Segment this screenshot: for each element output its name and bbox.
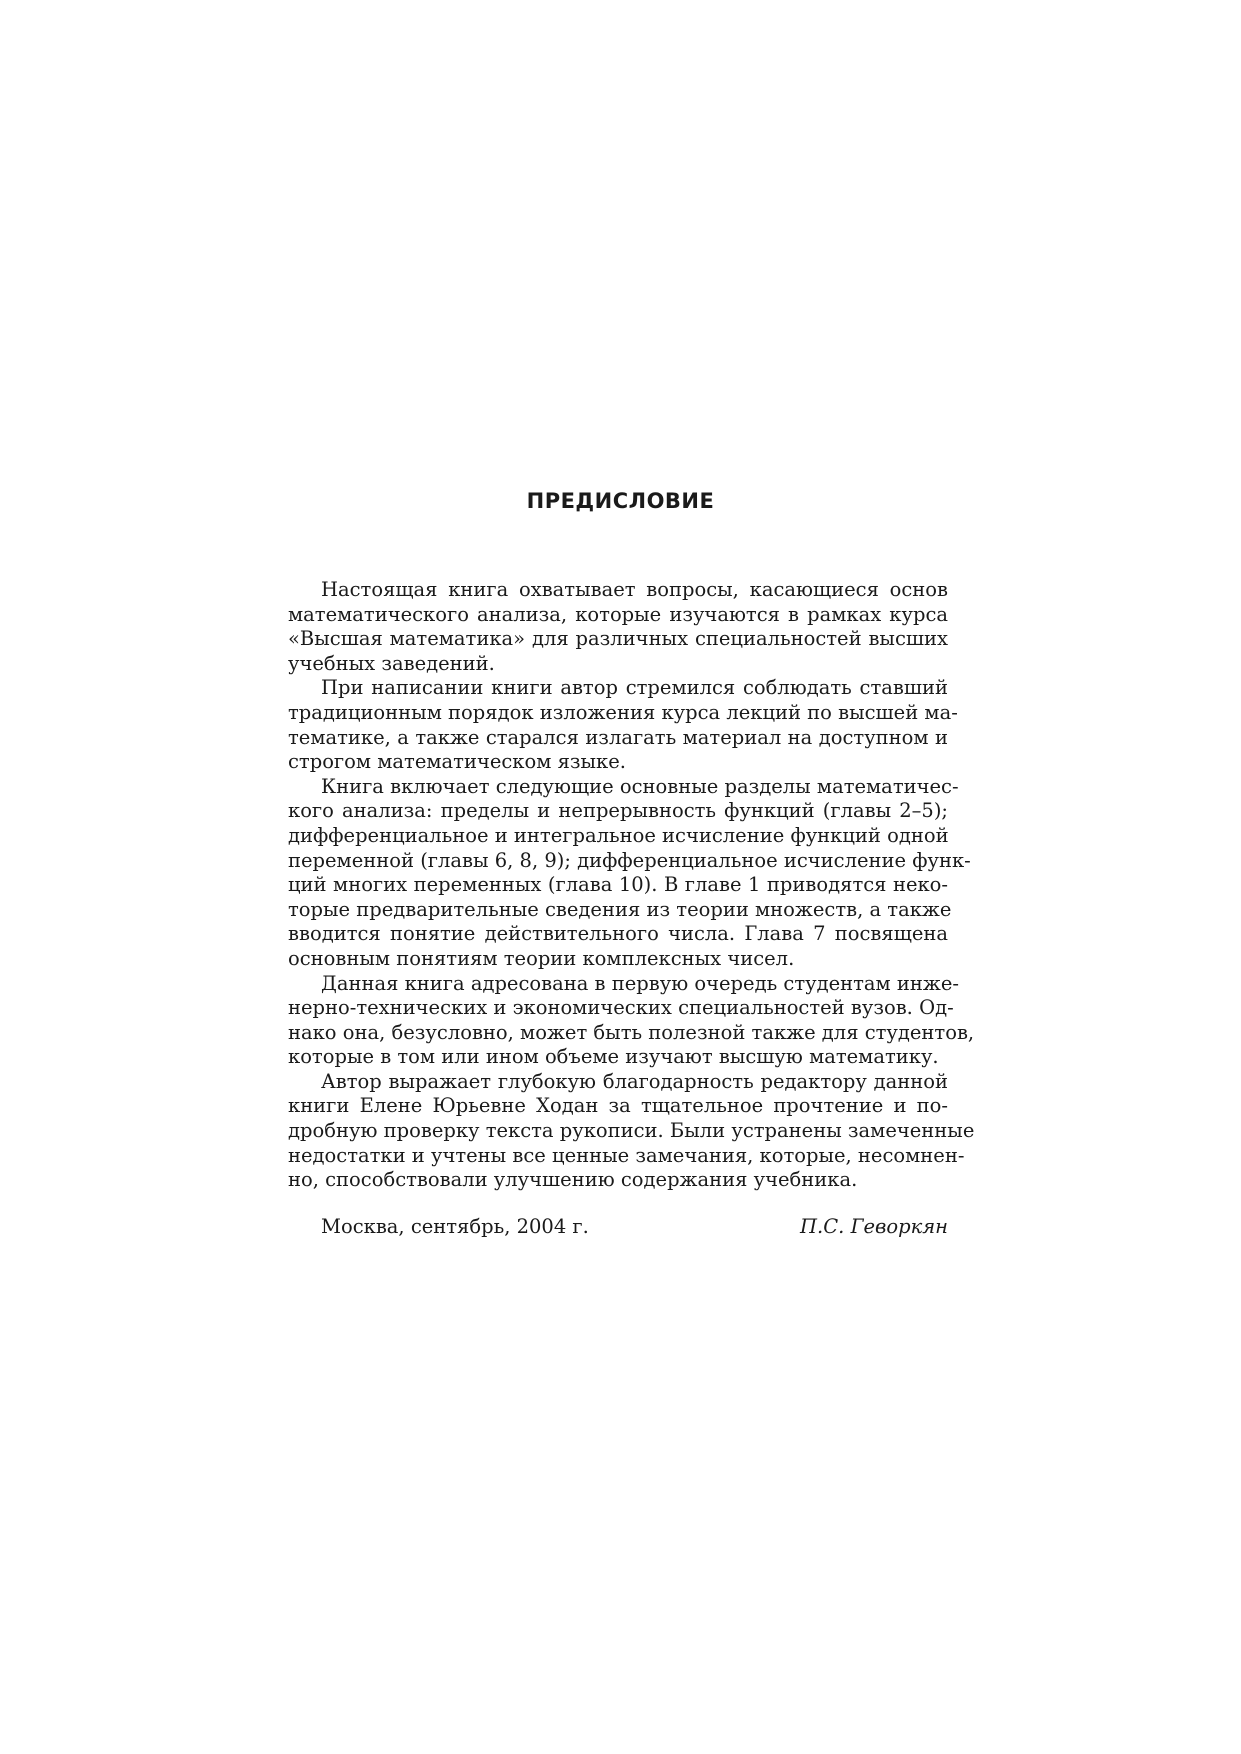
text-line: Настоящая книга охватывает вопросы, касающиеся основ	[321, 578, 948, 601]
preface-body	[288, 578, 975, 1193]
text-line: «Высшая математика» для различных специальностей высших	[288, 627, 948, 651]
text-line: которые в том или ином объеме изучают высшую математику.	[288, 1045, 939, 1069]
text-line: недостатки и учтены все ценные замечания, которые, несомнен-	[288, 1143, 965, 1167]
text-line: учебных заведений.	[288, 651, 495, 675]
text-line: нако она, безусловно, может быть полезной также для студентов,	[288, 1020, 975, 1044]
text-line: Данная книга адресована в первую очередь студентам инже-	[321, 971, 959, 995]
text-line: тематике, а также старался излагать материал на доступном и	[288, 725, 948, 749]
text-line: ций многих переменных (глава 10). В главе 1 приводятся неко-	[288, 873, 948, 897]
page-title: ПРЕДИСЛОВИЕ	[526, 489, 715, 513]
text-line: книги Елене Юрьевне Ходан за тщательное прочтение и по-	[288, 1094, 948, 1118]
text-line: переменной (главы 6, 8, 9); дифференциальное исчисление функ-	[288, 848, 971, 872]
text-line: нерно-технических и экономических специальностей вузов. Од-	[288, 996, 954, 1020]
text-line: математического анализа, которые изучаются в рамках курса	[288, 602, 948, 626]
place-date: Москва, сентябрь, 2004 г.	[321, 1215, 589, 1238]
text-line: вводится понятие действительного числа. Глава 7 посвящена	[288, 922, 948, 946]
text-line: основным понятиям теории комплексных чисел.	[288, 946, 795, 970]
text-line: строгом математическом языке.	[288, 750, 626, 774]
text-line: Книга включает следующие основные разделы математичес-	[321, 774, 959, 798]
text-line: Автор выражает глубокую благодарность редактору данной	[321, 1069, 948, 1093]
text-line: традиционным порядок изложения курса лекций по высшей ма-	[288, 700, 958, 724]
text-line: При написании книги автор стремился соблюдать ставший	[321, 676, 948, 700]
text-line: торые предварительные сведения из теории множеств, а также	[288, 897, 952, 921]
text-line: дробную проверку текста рукописи. Были устранены замеченные	[288, 1119, 975, 1143]
text-line: дифференциальное и интегральное исчисление функций одной	[288, 823, 949, 847]
text-line: но, способствовали улучшению содержания учебника.	[288, 1168, 858, 1192]
author-signature: П.С. Геворкян	[800, 1215, 948, 1238]
text-line: кого анализа: пределы и непрерывность функций (главы 2–5);	[288, 799, 948, 823]
